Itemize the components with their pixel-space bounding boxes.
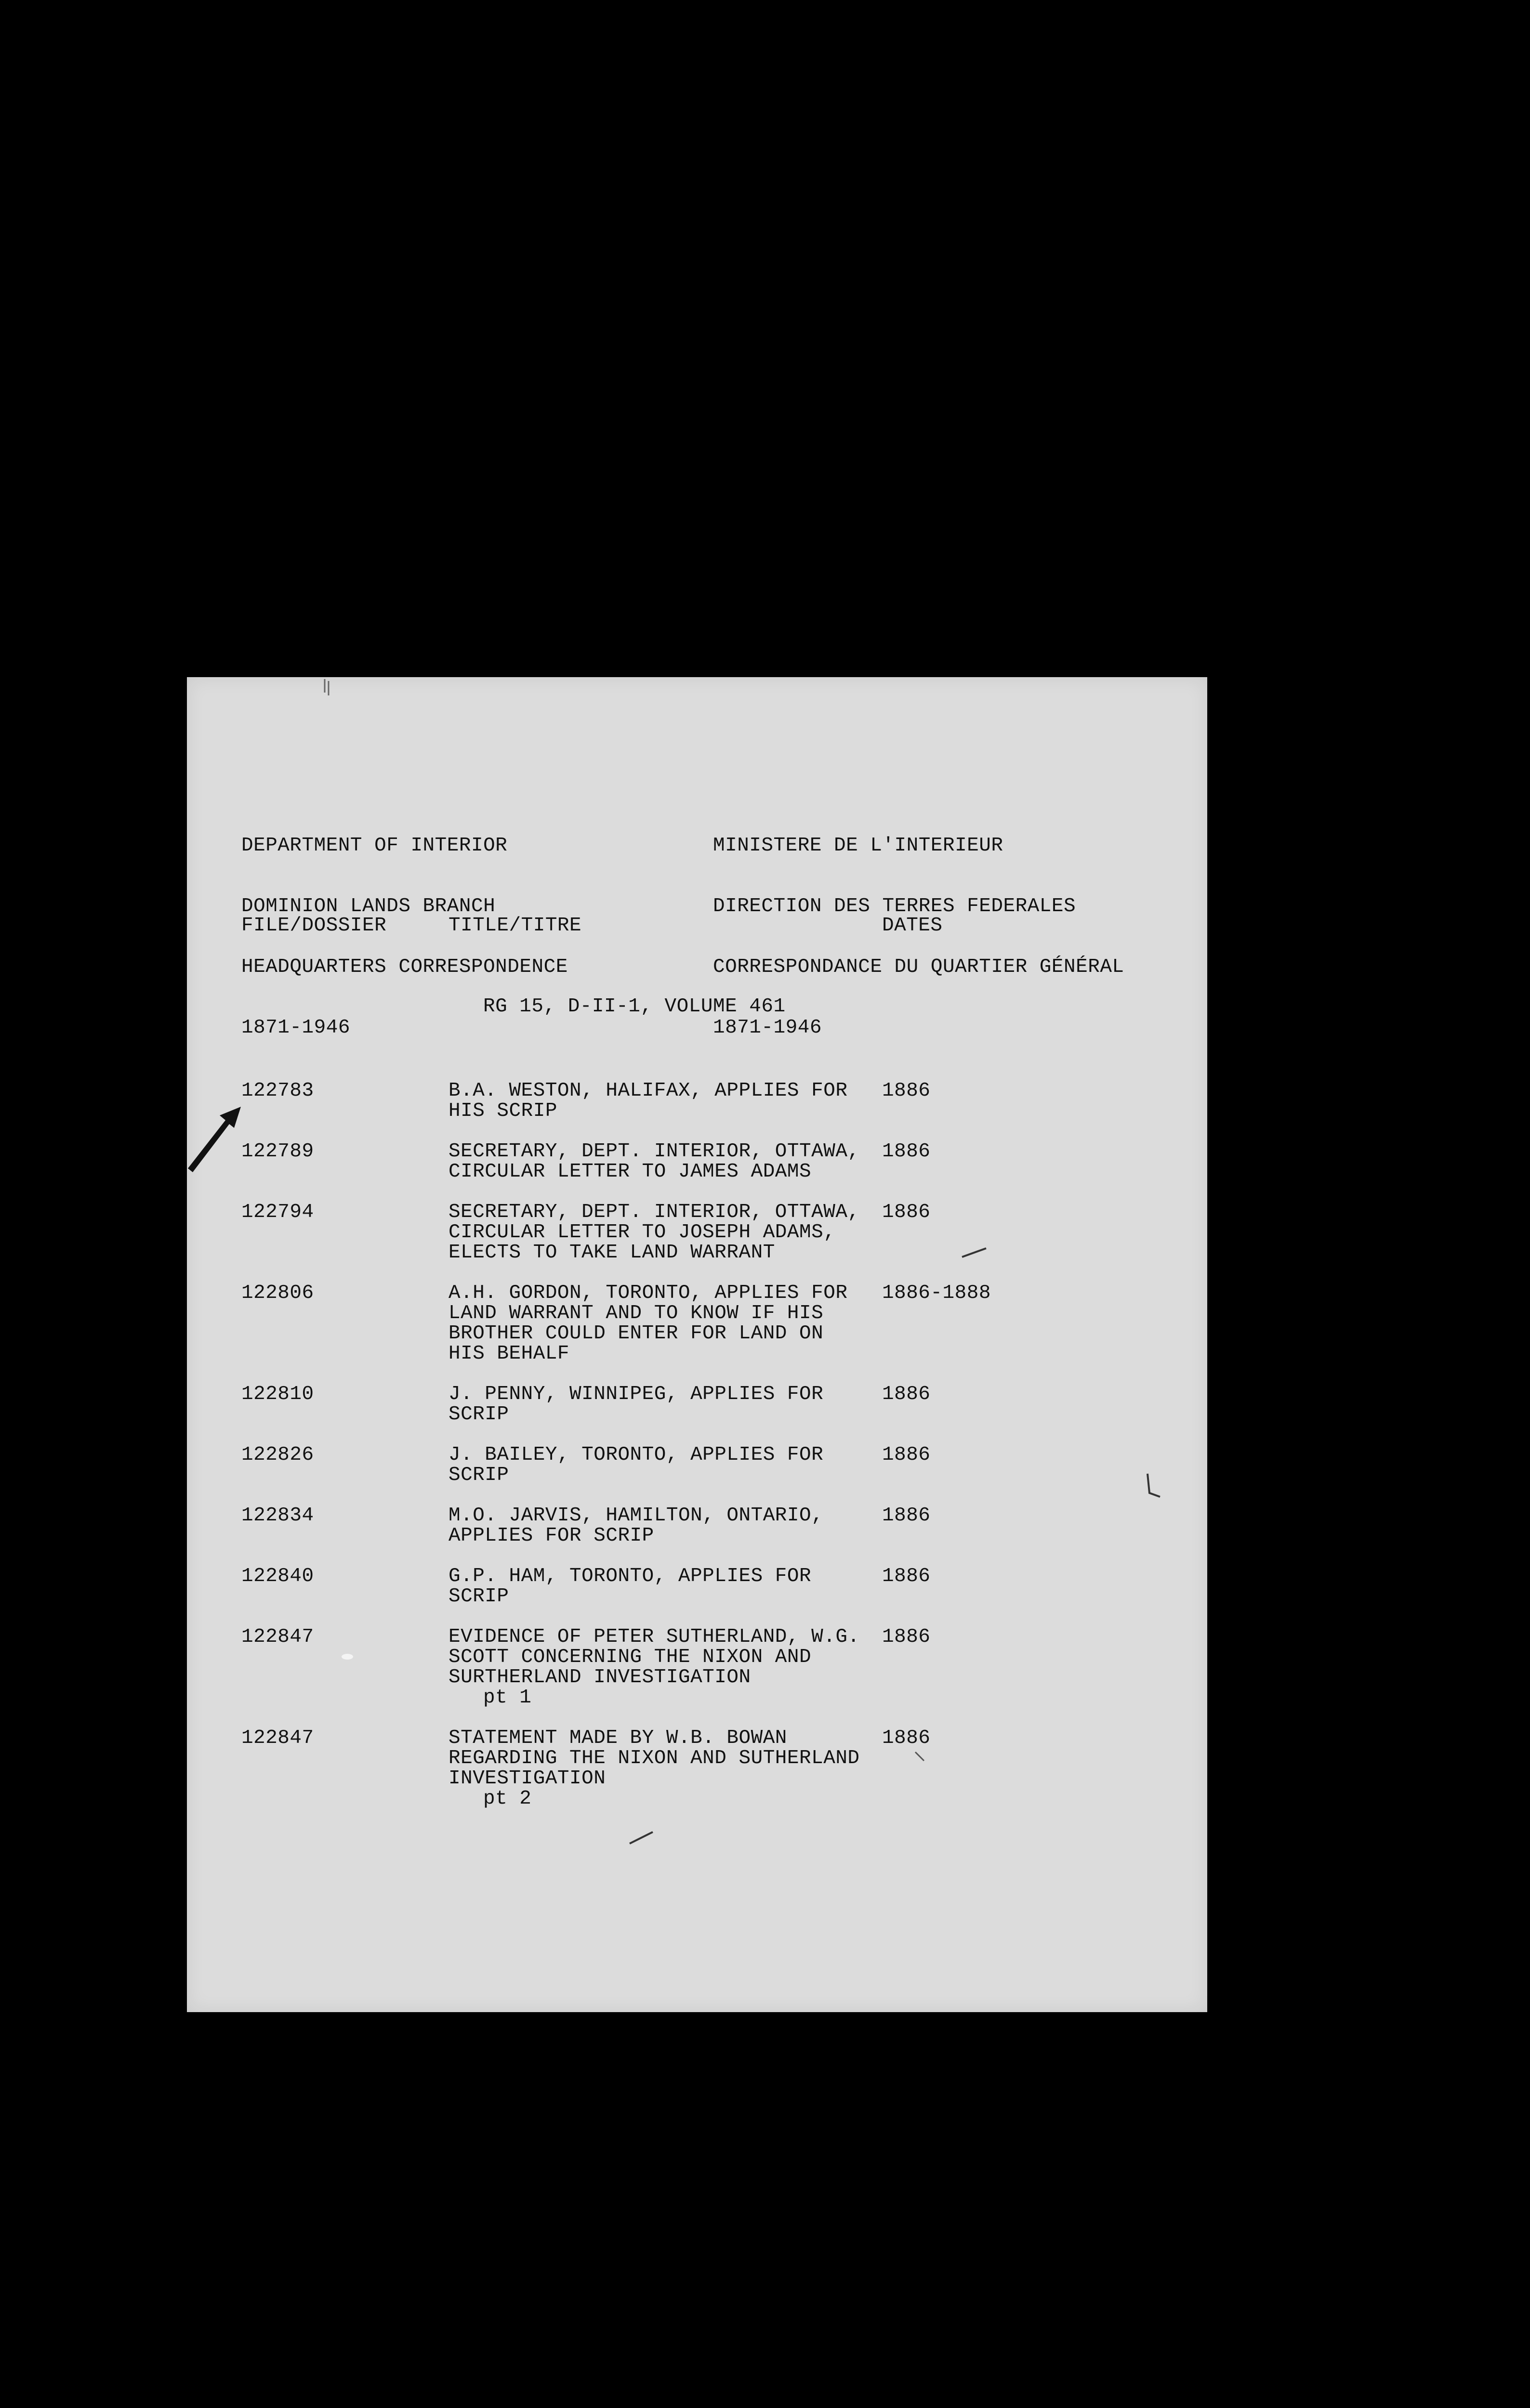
- entry-dates: 1886: [882, 1201, 931, 1223]
- header-english: [241, 795, 568, 1078]
- header-french-line: MINISTERE DE L'INTERIEUR: [713, 835, 1003, 857]
- pen-tick-mark: [1144, 1472, 1163, 1501]
- entry-title: STATEMENT MADE BY W.B. BOWAN REGARDING THE NIXON AND SUTHERLAND INVESTIGATION: [448, 1727, 860, 1790]
- entry-part-label: pt 2: [483, 1788, 532, 1810]
- entry-dates: 1886-1888: [882, 1282, 991, 1304]
- entry-file-number: 122847: [241, 1626, 314, 1648]
- pen-tick-mark: [913, 1750, 928, 1765]
- entry-title: J. PENNY, WINNIPEG, APPLIES FOR SCRIP: [448, 1383, 824, 1426]
- paper-speck: [322, 678, 331, 697]
- entry-file-number: 122810: [241, 1383, 314, 1405]
- entry-dates: 1886: [882, 1626, 931, 1648]
- header-french: [713, 795, 1124, 1078]
- entry-file-number: 122789: [241, 1140, 314, 1163]
- header-english-line: 1871-1946: [241, 1017, 350, 1039]
- entry-dates: 1886: [882, 1383, 931, 1405]
- entry-title: B.A. WESTON, HALIFAX, APPLIES FOR HIS SCRIP: [448, 1080, 848, 1122]
- entry-title: EVIDENCE OF PETER SUTHERLAND, W.G. SCOTT CONCERNING THE NIXON AND SURTHERLAND INVESTIGATION: [448, 1626, 860, 1688]
- paper-speck: [340, 1652, 355, 1662]
- entry-dates: 1886: [882, 1727, 931, 1749]
- pen-arrow-mark: [187, 1101, 245, 1173]
- entry-title: SECRETARY, DEPT. INTERIOR, OTTAWA, CIRCULAR LETTER TO JAMES ADAMS: [448, 1140, 860, 1183]
- entry-file-number: 122794: [241, 1201, 314, 1223]
- entry-file-number: 122834: [241, 1505, 314, 1527]
- entry-title: J. BAILEY, TORONTO, APPLIES FOR SCRIP: [448, 1444, 824, 1486]
- column-header-file: FILE/DOSSIER: [241, 915, 387, 937]
- column-header-dates: DATES: [882, 915, 943, 937]
- entry-title: M.O. JARVIS, HAMILTON, ONTARIO, APPLIES FOR SCRIP: [448, 1505, 824, 1547]
- header-french-line: DIRECTION DES TERRES FEDERALES: [713, 895, 1076, 917]
- header-english-line: DOMINION LANDS BRANCH: [241, 895, 496, 917]
- entry-part-label: pt 1: [483, 1687, 532, 1709]
- entry-dates: 1886: [882, 1505, 931, 1527]
- entry-file-number: 122840: [241, 1565, 314, 1587]
- entry-title: A.H. GORDON, TORONTO, APPLIES FOR LAND WARRANT AND TO KNOW IF HIS BROTHER COULD ENTER FOR LAND ON HIS BEHALF: [448, 1282, 848, 1365]
- entry-dates: 1886: [882, 1140, 931, 1163]
- entry-title: G.P. HAM, TORONTO, APPLIES FOR SCRIP: [448, 1565, 812, 1608]
- entry-dates: 1886: [882, 1565, 931, 1587]
- pen-tick-mark: [960, 1245, 989, 1260]
- volume-reference: RG 15, D-II-1, VOLUME 461: [483, 995, 786, 1018]
- entry-file-number: 122826: [241, 1444, 314, 1466]
- entry-file-number: 122847: [241, 1727, 314, 1749]
- document-page: [187, 677, 1207, 2012]
- pen-tick-mark: [628, 1828, 657, 1847]
- entry-title: SECRETARY, DEPT. INTERIOR, OTTAWA, CIRCULAR LETTER TO JOSEPH ADAMS, ELECTS TO TAKE LAND WARRANT: [448, 1201, 860, 1264]
- entry-file-number: 122783: [241, 1080, 314, 1102]
- header-french-line: 1871-1946: [713, 1017, 822, 1039]
- entry-file-number: 122806: [241, 1282, 314, 1304]
- header-english-line: DEPARTMENT OF INTERIOR: [241, 835, 508, 857]
- header-english-line: HEADQUARTERS CORRESPONDENCE: [241, 956, 568, 978]
- header-french-line: CORRESPONDANCE DU QUARTIER GÉNÉRAL: [713, 956, 1124, 978]
- entry-dates: 1886: [882, 1444, 931, 1466]
- column-header-title: TITLE/TITRE: [448, 915, 582, 937]
- entry-dates: 1886: [882, 1080, 931, 1102]
